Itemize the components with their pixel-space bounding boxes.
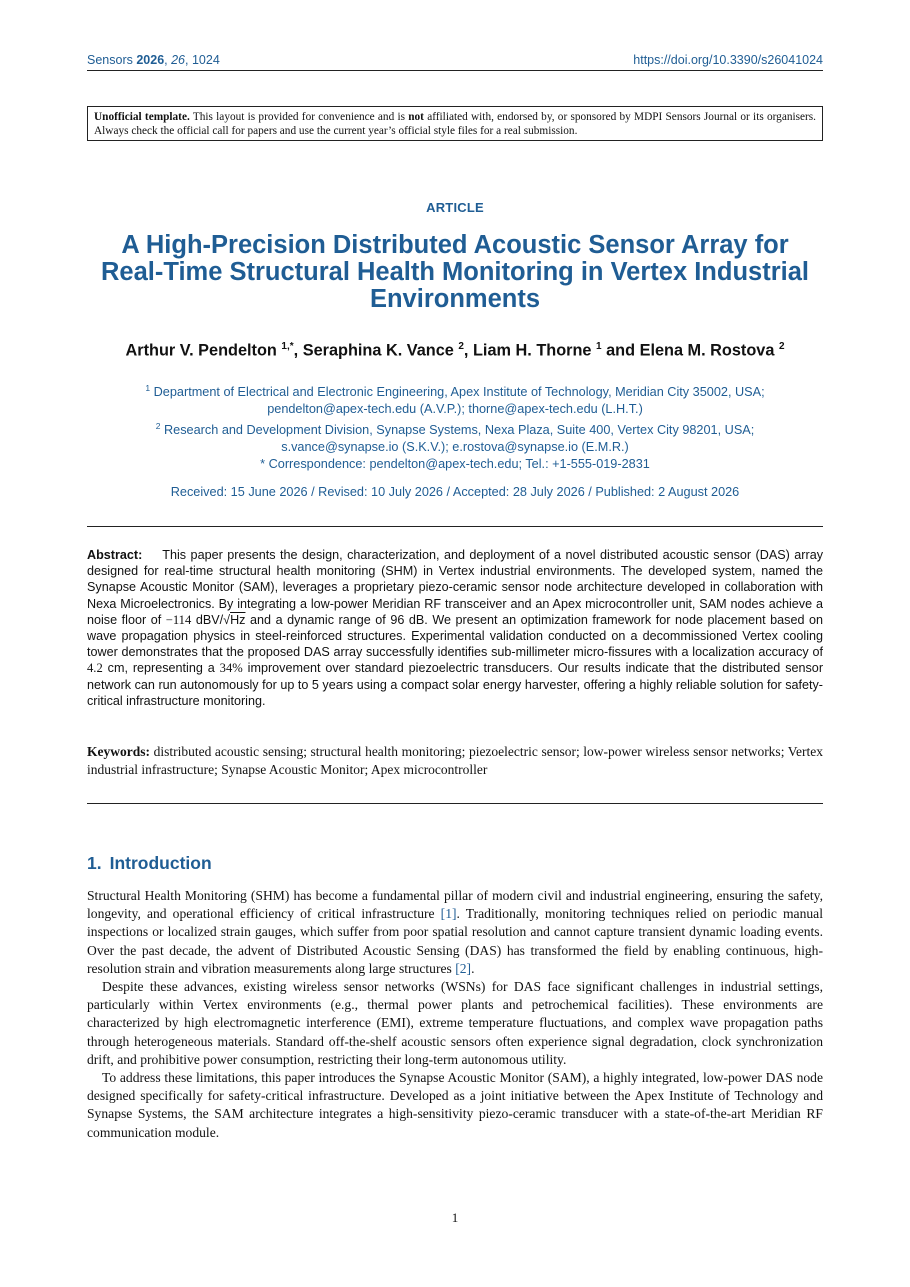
- paragraph-2: Despite these advances, existing wireless sensor networks (WSNs) for DAS face significant challenges in industrial settings, particularly within Vertex environments (e.g., thermal power plants and petrochemical facilities). These environments are characterized by high electromagnetic interference (EMI), extreme temperature fluctuations, and complex wave propagation paths through heterogeneous materials. Standard off-the-shelf acoustic sensors often experience signal degradation, clock synchronization drift, and prohibitive power consumption, restricting their long-term autonomous utility.: [87, 979, 823, 1067]
- journal-year: 2026: [136, 53, 165, 67]
- affiliation-1-emails: pendelton@apex-tech.edu (A.V.P.); thorne@apex-tech.edu (L.H.T.): [267, 402, 643, 417]
- citation-link[interactable]: [2]: [455, 960, 472, 976]
- paragraph-3: To address these limitations, this paper introduces the Synapse Acoustic Monitor (SAM), a highly integrated, low-power DAS node designed specifically for safety-critical infrastructure. Developed as a joint initiative between the Apex Institute of Technology and Synapse Systems, the SAM architecture integrates a high-sensitivity piezo-ceramic transducer with a state-of-the-art Meridian RF communication module.: [87, 1070, 823, 1140]
- author-separator: ,: [293, 341, 303, 360]
- keywords: [87, 743, 823, 779]
- publication-dates: Received: 15 June 2026 / Revised: 10 July 2026 / Accepted: 28 July 2026 / Published: 2 August 2026: [170, 485, 740, 499]
- journal-name: Sensors: [87, 53, 133, 67]
- abstract-text: and a dynamic range of 96 dB. We present an optimization framework for node placement based on wave propagation physics in steel-reinforced structures. Experimental validation conducted on a decommissioned Vertex cooling tower demonstrates that the proposed DAS array successfully identifies sub-millimeter micro-fissures with a localization accuracy of: [87, 612, 824, 660]
- paragraph-text: . Traditionally, monitoring techniques relied on periodic manual inspections or localized strain gauges, which suffer from poor spatial resolution and cannot capture transient dynamic loading events. Over the past decade, the advent of Distributed Acoustic Sensing (DAS) has transformed the field by enabling continuous, high-resolution strain and vibration measurements along large structures: [87, 906, 823, 976]
- notice-lead: Unofficial template.: [94, 111, 190, 123]
- introduction-body: [87, 887, 823, 1142]
- author-name: Elena M. Rostova: [639, 341, 775, 360]
- affiliations: [87, 380, 823, 473]
- correspondence: * Correspondence: pendelton@apex-tech.edu; Tel.: +1-555-019-2831: [260, 457, 650, 472]
- notice-text-b: affiliated with, endorsed by, or sponsored by MDPI Sensors Journal or its organisers. Always check the official call for papers and use the current year’s official style files for a real submission.: [94, 111, 817, 137]
- paragraph-text: Structural Health Monitoring (SHM) has become a fundamental pillar of modern civil and industrial engineering, ensuring the safety, longevity, and operational efficiency of critical infrastructure: [87, 888, 823, 922]
- affiliation-2: [87, 418, 823, 439]
- author-affiliation-mark: 1: [596, 341, 602, 352]
- improvement-value: 34%: [219, 661, 243, 676]
- abstract-text: cm, representing a: [107, 661, 215, 676]
- abstract-text: improvement over standard piezoelectric transducers. Our results indicate that the distributed sensor network can run autonomously for up to 5 years using a compact solar energy harvester, offering a highly reliable solution for safety-critical infrastructure monitoring.: [87, 661, 824, 708]
- section-heading-introduction: [87, 853, 212, 874]
- noise-unit: dBV/: [195, 612, 224, 627]
- running-header: [87, 52, 823, 71]
- affiliation-mark: 1: [145, 383, 151, 393]
- article-type-label: ARTICLE: [426, 200, 484, 215]
- page-number: 1: [451, 1210, 459, 1225]
- section-number: 1.: [87, 853, 102, 873]
- author-affiliation-mark: 2: [778, 341, 785, 352]
- template-notice-box: [87, 106, 823, 141]
- affiliation-1: [87, 380, 823, 401]
- affiliation-address: Department of Electrical and Electronic Engineering, Apex Institute of Technology, Meridian City 35002, USA;: [153, 385, 765, 400]
- affiliation-2-emails: s.vance@synapse.io (S.K.V.); e.rostova@synapse.io (E.M.R.): [281, 440, 629, 455]
- paragraph-text: .: [471, 960, 475, 976]
- paragraph-1: [87, 887, 823, 978]
- author-name: Arthur V. Pendelton: [125, 341, 277, 360]
- section-title: Introduction: [109, 853, 212, 873]
- author-name: Liam H. Thorne: [472, 341, 592, 360]
- author-list: [87, 341, 823, 360]
- keywords-label: Keywords:: [87, 744, 150, 759]
- abstract-text: This paper presents the design, characterization, and deployment of a novel distributed acoustic sensor (DAS) array designed for real-time structural health monitoring (SHM) in Vertex industrial environments. The developed system, named the Synapse Acoustic Monitor (SAM), leverages a proprietary piezo-ceramic sensor node architecture developed in collaboration with Nexa Microelectronics. By integrating a low-power Meridian RF transceiver and an Apex microcontroller unit, SAM nodes achieve a noise floor of: [87, 548, 823, 627]
- author-affiliation-mark: 1,*: [281, 341, 294, 352]
- notice-emphasis: not: [408, 111, 424, 123]
- author-affiliation-mark: 2: [458, 341, 464, 352]
- author-name: Seraphina K. Vance: [302, 341, 454, 360]
- abstract-label: Abstract:: [87, 548, 143, 562]
- sqrt-symbol: √: [223, 612, 231, 627]
- journal-volume: 26: [171, 53, 186, 67]
- paper-title: A High-Precision Distributed Acoustic Sensor Array for Real-Time Structural Health Monitoring in Vertex Industrial Environments: [101, 231, 809, 313]
- citation-link[interactable]: [1]: [440, 906, 457, 922]
- affiliation-address: Research and Development Division, Synapse Systems, Nexa Plaza, Suite 400, Vertex City 98201, USA;: [164, 423, 755, 438]
- noise-unit-radicand: Hz: [230, 612, 246, 627]
- notice-text-a: This layout is provided for convenience and is: [192, 111, 405, 123]
- author-separator: and: [601, 341, 640, 360]
- abstract: [87, 547, 823, 709]
- affiliation-mark: 2: [155, 421, 161, 432]
- accuracy-value: 4.2: [87, 661, 103, 676]
- noise-floor-value: −114: [165, 612, 192, 627]
- journal-citation: Sensors 2026, 26, 1024: [87, 53, 220, 67]
- article-number: 1024: [191, 53, 220, 67]
- divider-bottom: [87, 803, 823, 804]
- doi-link[interactable]: https://doi.org/10.3390/s26041024: [633, 53, 823, 67]
- divider-top: [87, 526, 823, 527]
- author-separator: ,: [463, 341, 473, 360]
- paper-page: [87, 0, 823, 1287]
- keywords-text: distributed acoustic sensing; structural health monitoring; piezoelectric sensor; low-power wireless sensor networks; Vertex industrial infrastructure; Synapse Acoustic Monitor; Apex microcontroller: [87, 744, 823, 777]
